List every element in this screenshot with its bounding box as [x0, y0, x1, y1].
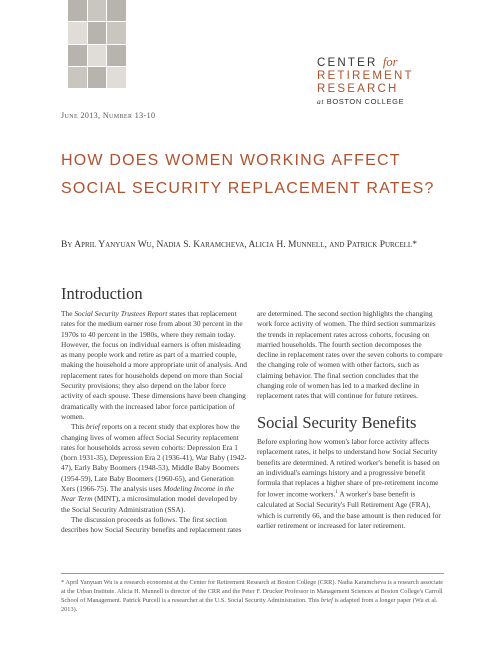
column-right-upper — [257, 309, 444, 402]
intro-p2-model-name: Modeling Income in the Near Term — [61, 484, 234, 504]
footnote-text-start: * April Yanyuan Wu is a research economist at the Center for Retirement Research at Boston College (CRR). Nadia Karamcheva is a research associate at the Urban Institute. Alicia H. Munnell is director of the CRR and the Peter F. Drucker Professor in Management Sciences at Boston College's Carroll School of Management. Patrick Purcell is a researcher at the U.S. Social Security Administration. This — [61, 579, 444, 604]
ssb-p1-continued: A worker's base benefit is calculated at Social Security's Full Retirement Age (FRA), which is currently 66, and the base amount is then reduced for earlier retirement or increased for later retirement. — [257, 489, 441, 530]
intro-p2-middle: reports on a recent study that explores how the changing lives of women affect Social Security replacement rates for households across seven cohorts: Depression Era 1 (born 1931-35), Depression Era 2 (1936-41), War Baby (1942-47), Early Baby Boomers (1948-53), Middle Baby Boomers (1954-59), Late Baby Boomers (1960-65), and Generation Xers (1966-75). The analysis uses — [61, 422, 247, 494]
intro-paragraph-3: The discussion proceeds as follows. The first section describes how Social Security benefits and replacement rates — [61, 514, 242, 535]
logo-retirement-word: RETIREMENT — [317, 70, 414, 82]
column-left — [61, 309, 248, 536]
logo-at-word: at — [317, 97, 325, 106]
issue-date: June 2013, Number 13-10 — [61, 111, 156, 120]
logo-center-line — [317, 55, 437, 70]
intro-p1-report-title: Social Security Trustees Report — [74, 309, 168, 318]
title-line-1: HOW DOES WOMEN WORKING AFFECT — [61, 152, 401, 169]
ssb-p1-text: Before exploring how women's labor force activity affects replacement rates, it helps to understand how Social Security benefits are determined. A retired worker's benefit is based on an individual's earnings history and a progressive benefit formula that replaces a higher share of pre-retirement income for lower income workers. — [257, 437, 440, 499]
title-line-2: SOCIAL SECURITY REPLACEMENT RATES? — [61, 180, 435, 197]
intro-paragraph-1 — [61, 309, 248, 422]
logo-center-word: CENTER — [317, 57, 378, 69]
column-right-lower — [257, 437, 444, 531]
footnote-divider — [61, 573, 444, 574]
logo-for-word: for — [382, 55, 398, 69]
brief-title — [61, 147, 461, 203]
ssb-paragraph-1 — [257, 437, 444, 531]
introduction-heading: Introduction — [61, 284, 143, 303]
intro-paragraph-2 — [61, 422, 248, 515]
logo-college-line — [317, 97, 437, 106]
logo-research-word: RESEARCH — [317, 83, 399, 95]
intro-p2-start: This — [71, 422, 86, 432]
footnote-ref-1[interactable]: 1 — [335, 490, 338, 496]
intro-p2-end: (MINT), a microsimulation model developed by the Social Security Administration (SSA). — [61, 494, 238, 514]
author-byline: By April Yanyuan Wu, Nadia S. Karamcheva, Alicia H. Munnell, and Patrick Purcell* — [61, 240, 417, 250]
intro-paragraph-3-continued: are determined. The second section highlights the changing work force activity of women. The third section summarizes the trends in replacement rates across cohorts, focusing on married households. The fourth section decomposes the decline in replacement rates over the seven cohorts to compare the changing role of women with other factors, such as claiming behavior. The final section concludes that the changing role of women has led to a marked decline in replacement rates that will continue for future retirees. — [257, 309, 443, 401]
footnote-text-end: is adapted from a longer paper (Wu et al. 2013). — [61, 597, 438, 613]
decorative-grid-logo — [68, 0, 126, 88]
intro-p1-start: The — [61, 309, 75, 318]
footnote-brief-word: brief — [320, 597, 333, 604]
social-security-benefits-heading: Social Security Benefits — [257, 413, 417, 432]
author-footnote — [61, 578, 446, 614]
intro-p1-rest: states that replacement rates for the medium earner rose from about 30 percent in the 1970s to 40 percent in the 1980s, where they remain today. However, the focus on individual earners is often misleading as many people work and retire as part of a married couple, making the household a more appropriate unit of analysis. And replacement rates for households depend on more than Social Security provisions; they also depend on the labor force activity of each spouse. These dimensions have been changing dramatically with the increased labor force participation of women. — [61, 309, 247, 421]
intro-p2-brief-word: brief — [86, 422, 100, 432]
logo-college-word: BOSTON COLLEGE — [326, 97, 405, 106]
crr-logo — [317, 55, 437, 106]
